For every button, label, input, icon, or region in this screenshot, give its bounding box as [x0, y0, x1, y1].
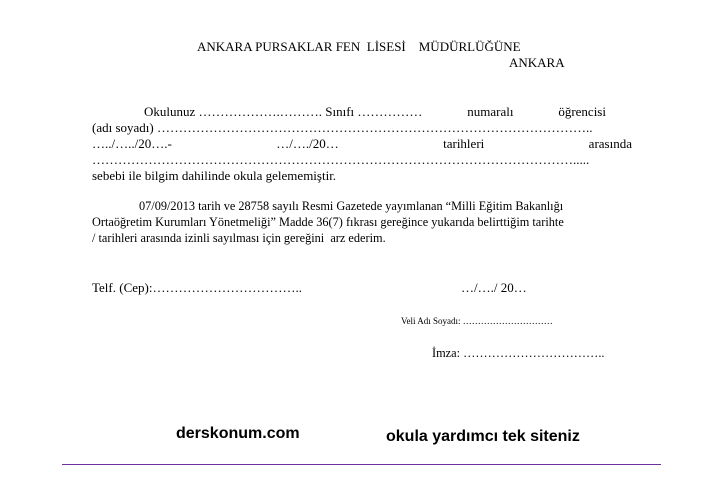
date-field: …/…./ 20…: [461, 280, 527, 295]
signature-field: İmza: ……………………………..: [432, 346, 605, 360]
date-range-line: [92, 136, 632, 151]
footer-divider: [62, 464, 661, 465]
city-heading: ANKARA: [509, 55, 565, 70]
dates-word-text: tarihleri: [443, 136, 485, 151]
regulation-line-3: / tarihleri arasında izinli sayılması için gereğini arz ederim.: [92, 231, 386, 245]
student-name-line: (adı soyadı) ………………………………………………………………………………………..: [92, 120, 593, 135]
end-date-text: …/…./20…: [276, 136, 339, 151]
student-info-line: [144, 104, 606, 119]
absence-statement: sebebi ile bilgim dahilinde okula gelememiştir.: [92, 168, 337, 183]
site-tagline: okula yardımcı tek siteniz: [386, 428, 580, 445]
start-date-text: …../…../20….-: [92, 136, 172, 151]
guardian-name-field: Veli Adı Soyadı: …………………………: [401, 316, 553, 326]
numbered-text: numaralı: [467, 104, 514, 119]
site-name: derskonum.com: [176, 425, 300, 442]
regulation-line-2: Ortaöğretim Kurumları Yönetmeliği” Madde 36(7) fıkrası gereğince yukarıda belirttiğim tarihte: [92, 215, 564, 229]
student-text: öğrencisi: [558, 104, 606, 119]
regulation-line-1: 07/09/2013 tarih ve 28758 sayılı Resmi Gazetede yayımlanan “Milli Eğitim Bakanlığı: [139, 199, 564, 213]
between-word-text: arasında: [588, 136, 632, 151]
school-class-text: Okulunuz ……………….………. Sınıfı ……………: [144, 104, 423, 119]
reason-dotted-line: ………………………………………………………………………………………………….....: [92, 152, 590, 167]
school-directorate-heading: ANKARA PURSAKLAR FEN LİSESİ MÜDÜRLÜĞÜNE: [197, 39, 521, 54]
phone-field: Telf. (Cep):……………………………..: [92, 280, 302, 295]
